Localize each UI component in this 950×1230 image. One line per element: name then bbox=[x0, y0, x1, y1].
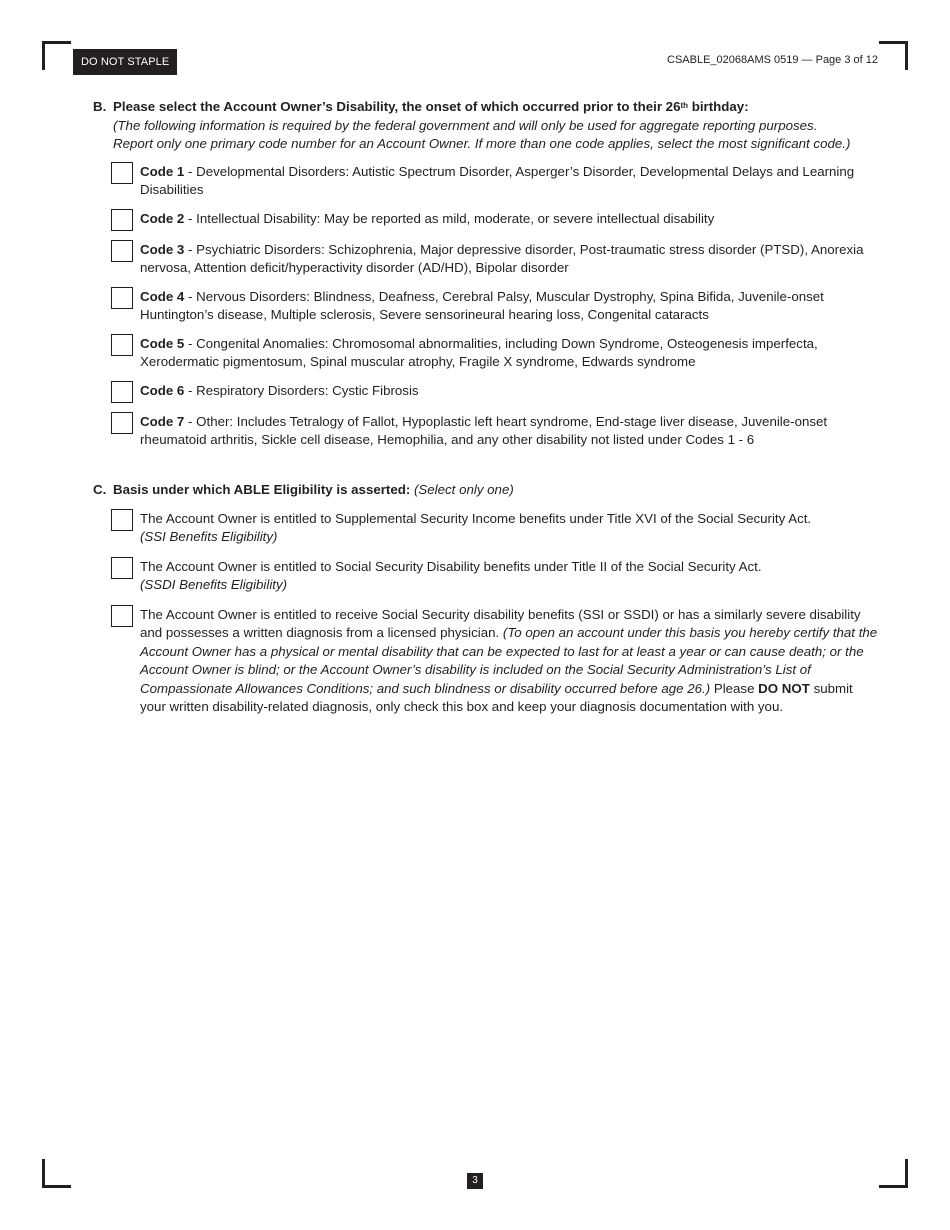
disability-code-option bbox=[93, 241, 878, 278]
code-description: - Respiratory Disorders: Cystic Fibrosis bbox=[184, 382, 419, 398]
do-not-staple-label: DO NOT STAPLE bbox=[73, 49, 177, 75]
code-description: - Intellectual Disability: May be reported as mild, moderate, or severe intellectual disability bbox=[184, 210, 715, 226]
code-description: - Nervous Disorders: Blindness, Deafness, Cerebral Palsy, Muscular Dystrophy, Spina Bifida, Juvenile-onset Huntington’s disease, Multiple sclerosis, Severe sensorineural hearing loss, Congenital cataracts bbox=[140, 288, 824, 322]
disability-code-option bbox=[93, 413, 878, 450]
document-id: CSABLE_02068AMS 0519 — Page 3 of 12 bbox=[667, 54, 878, 66]
code-label: Code 2 bbox=[140, 210, 185, 226]
crop-mark-top-left bbox=[42, 41, 71, 70]
code-description: - Psychiatric Disorders: Schizophrenia, Major depressive disorder, Post-traumatic stress disorder (PTSD), Anorexia nervosa, Attention deficit/hyperactivity disorder (AD/HD), Bipolar disorder bbox=[140, 241, 864, 275]
ssi-eligibility-checkbox[interactable] bbox=[111, 509, 133, 531]
section-b-title: Please select the Account Owner’s Disability, the onset of which occurred prior to their 26th birthday: bbox=[113, 99, 749, 114]
page-number: 3 bbox=[467, 1173, 483, 1189]
eligibility-option-note: (SSDI Benefits Eligibility) bbox=[140, 577, 288, 592]
code-5-checkbox[interactable] bbox=[111, 334, 133, 356]
section-c bbox=[93, 481, 878, 728]
eligibility-option bbox=[93, 558, 878, 595]
eligibility-basis-list bbox=[93, 510, 878, 717]
code-description: - Other: Includes Tetralogy of Fallot, Hypoplastic left heart syndrome, End-stage liver disease, Juvenile-onset rheumatoid arthritis, Sickle cell disease, Hemophilia, and any other disability not listed under Codes 1 - 6 bbox=[140, 413, 828, 447]
code-3-checkbox[interactable] bbox=[111, 240, 133, 262]
section-b-letter: B. bbox=[93, 99, 107, 114]
code-4-checkbox[interactable] bbox=[111, 287, 133, 309]
code-label: Code 5 bbox=[140, 335, 185, 351]
code-description: - Congenital Anomalies: Chromosomal abnormalities, including Down Syndrome, Osteogenesis imperfecta, Xerodermatic pigmentosum, Spinal muscular atrophy, Fragile X syndrome, Edwards syndrome bbox=[140, 335, 818, 369]
eligibility-option bbox=[93, 510, 878, 547]
section-b bbox=[93, 98, 878, 460]
section-b-note-line1: (The following information is required by the federal government and will only be used for aggregate reporting purposes. bbox=[113, 117, 818, 133]
eligibility-option-text: The Account Owner is entitled to Social Security Disability benefits under Title II of the Social Security Act. bbox=[140, 558, 762, 574]
eligibility-option-note: (SSI Benefits Eligibility) bbox=[140, 529, 278, 544]
code-2-checkbox[interactable] bbox=[111, 209, 133, 231]
disability-code-option bbox=[93, 163, 878, 200]
disability-code-option bbox=[93, 210, 878, 231]
code-description: - Developmental Disorders: Autistic Spectrum Disorder, Asperger’s Disorder, Developmental Delays and Learning Disabilities bbox=[140, 163, 855, 197]
code-label: Code 1 bbox=[140, 163, 185, 179]
code-label: Code 3 bbox=[140, 241, 185, 257]
disability-code-option bbox=[93, 382, 878, 403]
eligibility-option-text: The Account Owner is entitled to Supplemental Security Income benefits under Title XVI of the Social Security Act. bbox=[140, 510, 812, 526]
section-b-header bbox=[93, 98, 878, 154]
code-7-checkbox[interactable] bbox=[111, 412, 133, 434]
crop-mark-bottom-right bbox=[879, 1159, 908, 1188]
section-c-header bbox=[93, 481, 878, 500]
diagnosis-eligibility-checkbox[interactable] bbox=[111, 605, 133, 627]
disability-code-option bbox=[93, 335, 878, 372]
disability-code-list bbox=[93, 163, 878, 450]
ssdi-eligibility-checkbox[interactable] bbox=[111, 557, 133, 579]
section-b-note-line2: Report only one primary code number for an Account Owner. If more than one code applies, select the most significant code.) bbox=[113, 136, 851, 151]
eligibility-option-text: The Account Owner is entitled to receive Social Security disability benefits (SSI or SSDI) or has a similarly severe disability and possesses a written diagnosis from a licensed physician. (To open an account under this basis you hereby certify that the Account Owner has a physical or mental disability that can be expected to last for at least a year or can cause death; or the Account Owner is blind; or the Account Owner’s disability is included on the Social Security Administration’s List of Compassionate Allowances Conditions; and such blindness or disability occurred before age 26.) Please DO NOT submit your written disability-related diagnosis, only check this box and keep your diagnosis documentation with you. bbox=[140, 606, 878, 714]
section-c-title-note: (Select only one) bbox=[410, 482, 514, 497]
disability-code-option bbox=[93, 288, 878, 325]
code-1-checkbox[interactable] bbox=[111, 162, 133, 184]
crop-mark-bottom-left bbox=[42, 1159, 71, 1188]
code-label: Code 6 bbox=[140, 382, 185, 398]
section-c-title: Basis under which ABLE Eligibility is asserted: bbox=[113, 482, 411, 497]
code-label: Code 7 bbox=[140, 413, 185, 429]
code-6-checkbox[interactable] bbox=[111, 381, 133, 403]
code-label: Code 4 bbox=[140, 288, 185, 304]
eligibility-option bbox=[93, 606, 878, 717]
crop-mark-top-right bbox=[879, 41, 908, 70]
section-c-letter: C. bbox=[93, 482, 107, 497]
